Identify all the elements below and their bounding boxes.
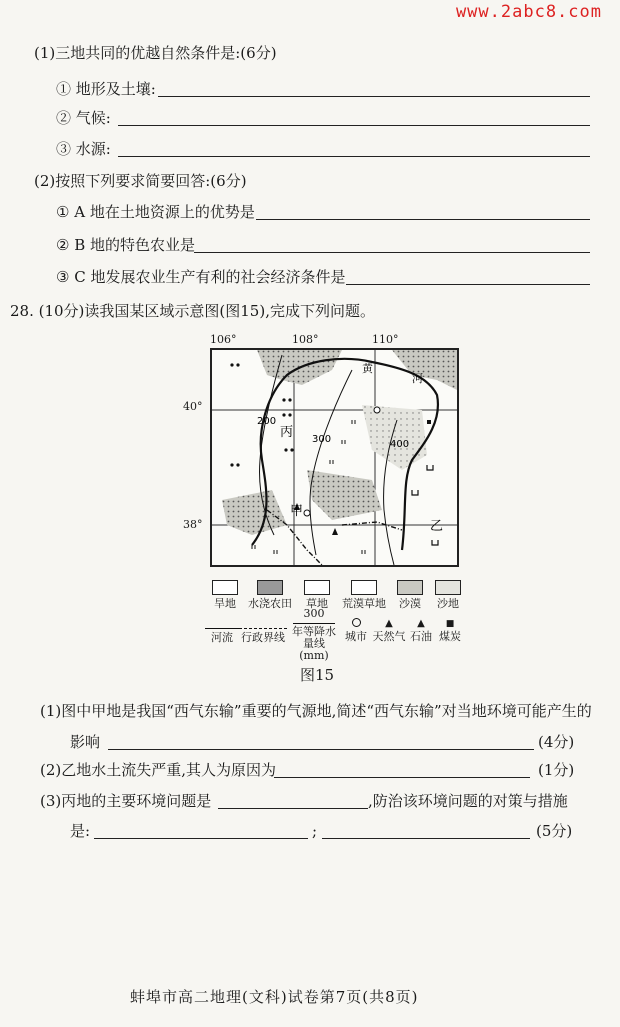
- legend-city-symbol: [341, 618, 371, 628]
- legend-gas-symbol: ▲: [385, 618, 393, 629]
- river-label-he: 河: [412, 372, 423, 385]
- legend-label: 城市: [345, 630, 367, 643]
- legend-swatch: [257, 580, 283, 595]
- legend-river: [205, 618, 239, 644]
- legend-label: 沙地: [437, 597, 459, 610]
- legend-label: 天然气: [372, 630, 406, 643]
- answer-line[interactable]: [118, 156, 590, 157]
- lon-label-106: 106°: [210, 333, 237, 346]
- q28-part1-text: (1)图中甲地是我国“西气东输”重要的气源地,简述“西气东输”对当地环境可能产生的: [40, 702, 592, 720]
- legend-swatch: [397, 580, 423, 595]
- isohyet-label-400: 400: [390, 439, 410, 450]
- q27-part2-title: (2)按照下列要求简要回答:(6分): [34, 172, 247, 190]
- answer-line[interactable]: [94, 838, 308, 839]
- legend-swatch: [351, 580, 377, 595]
- legend-line: [293, 621, 335, 624]
- desert-area: [222, 490, 287, 535]
- legend-label: 水浇农田: [248, 597, 292, 610]
- q27-part1-title: (1)三地共同的优越自然条件是:(6分): [34, 44, 277, 62]
- city-marker: [374, 407, 380, 413]
- legend-oil: [407, 618, 435, 643]
- region-map: [210, 348, 459, 567]
- desert-area: [307, 470, 382, 520]
- page-footer: 蚌埠市高二地理(文科)试卷第7页(共8页): [130, 988, 419, 1006]
- legend-city: [341, 618, 371, 643]
- answer-line[interactable]: [346, 284, 590, 285]
- legend-grassland: [297, 580, 337, 610]
- answer-line[interactable]: [194, 252, 590, 253]
- legend-coal: [435, 618, 465, 643]
- lat-label-38: 38°: [183, 518, 203, 531]
- q28-stem: 28. (10分)读我国某区域示意图(图15),完成下列问题。: [10, 302, 375, 320]
- lon-label-108: 108°: [292, 333, 319, 346]
- isohyet-300: [310, 370, 352, 555]
- legend-swatch: [212, 580, 238, 595]
- q28-part2-text: (2)乙地水土流失严重,其人为原因为: [40, 761, 277, 779]
- legend-isohyet-value: 300: [303, 607, 325, 620]
- legend-line: [239, 618, 287, 629]
- q28-part3-score: (5分): [536, 822, 573, 840]
- region-map-svg: [212, 350, 457, 565]
- legend-swatch: [435, 580, 461, 595]
- q27-part2-item-2: ② B 地的特色农业是: [56, 236, 196, 254]
- q28-part1-text-cont: 影响: [70, 733, 101, 751]
- legend-label: 沙漠: [399, 597, 421, 610]
- answer-line[interactable]: [218, 808, 368, 809]
- place-label-yi: 乙: [430, 519, 444, 534]
- q27-part1-item-3: ③ 水源:: [56, 140, 111, 158]
- lon-label-110: 110°: [372, 333, 399, 346]
- legend-dryland: [205, 580, 245, 610]
- q28-part3-text-cont: ,防治该环境问题的对策与措施: [368, 792, 568, 810]
- figure-caption: 图15: [300, 666, 335, 684]
- q27-part1-item-2: ② 气候:: [56, 109, 111, 127]
- answer-line[interactable]: [274, 777, 530, 778]
- q27-part1-item-1: ① 地形及土壤:: [56, 80, 156, 98]
- sandy-land-area: [362, 405, 427, 470]
- legend-swatch: [304, 580, 330, 595]
- legend-coal-symbol: ■: [445, 619, 455, 629]
- legend-label: 石油: [410, 630, 432, 643]
- legend-irrigated: [245, 580, 295, 610]
- legend-line: [205, 618, 239, 629]
- q28-part3-text-end: 是:: [70, 822, 91, 840]
- legend-label: 旱地: [214, 597, 236, 610]
- river-label-huang: 黄: [362, 362, 373, 375]
- answer-line[interactable]: [256, 219, 590, 220]
- legend-label: 河流: [211, 631, 233, 644]
- legend-sandy: [429, 580, 467, 610]
- answer-line[interactable]: [322, 838, 530, 839]
- place-label-bing: 丙: [280, 425, 294, 440]
- coal-marker: [427, 420, 431, 424]
- admin-boundary: [342, 522, 402, 530]
- q28-part3-text: (3)丙地的主要环境问题是: [40, 792, 212, 810]
- legend-admin-boundary: [239, 618, 287, 644]
- legend-oil-symbol: ▲: [417, 618, 425, 629]
- legend-label: 行政界线: [241, 631, 285, 644]
- q28-part2-score: (1分): [538, 761, 575, 779]
- legend-label: 荒漠草地: [342, 597, 386, 610]
- answer-line[interactable]: [118, 125, 590, 126]
- isohyet-label-200: 200: [257, 416, 277, 427]
- city-marker: [304, 510, 310, 516]
- q27-part2-item-3: ③ C 地发展农业生产有利的社会经济条件是: [56, 268, 346, 286]
- legend-desert-grassland: [337, 580, 391, 610]
- legend-desert: [391, 580, 429, 610]
- watermark-url: www.2abc8.com: [455, 2, 602, 22]
- isohyet-label-300: 300: [312, 434, 332, 445]
- legend-label: 年等降水量线(mm): [292, 625, 336, 662]
- q28-part3-separator: ;: [312, 822, 318, 840]
- legend-isohyet: [289, 608, 339, 662]
- answer-line[interactable]: [158, 96, 590, 97]
- answer-line[interactable]: [108, 749, 534, 750]
- oil-marker: [332, 528, 338, 535]
- q28-part1-score: (4分): [538, 733, 575, 751]
- legend-label: 煤炭: [439, 630, 461, 643]
- q27-part2-item-1: ① A 地在土地资源上的优势是: [56, 203, 255, 221]
- lat-label-40: 40°: [183, 400, 203, 413]
- place-label-jia: 甲: [290, 504, 304, 519]
- legend-gas: [371, 618, 407, 643]
- legend-label: 草地: [306, 597, 328, 610]
